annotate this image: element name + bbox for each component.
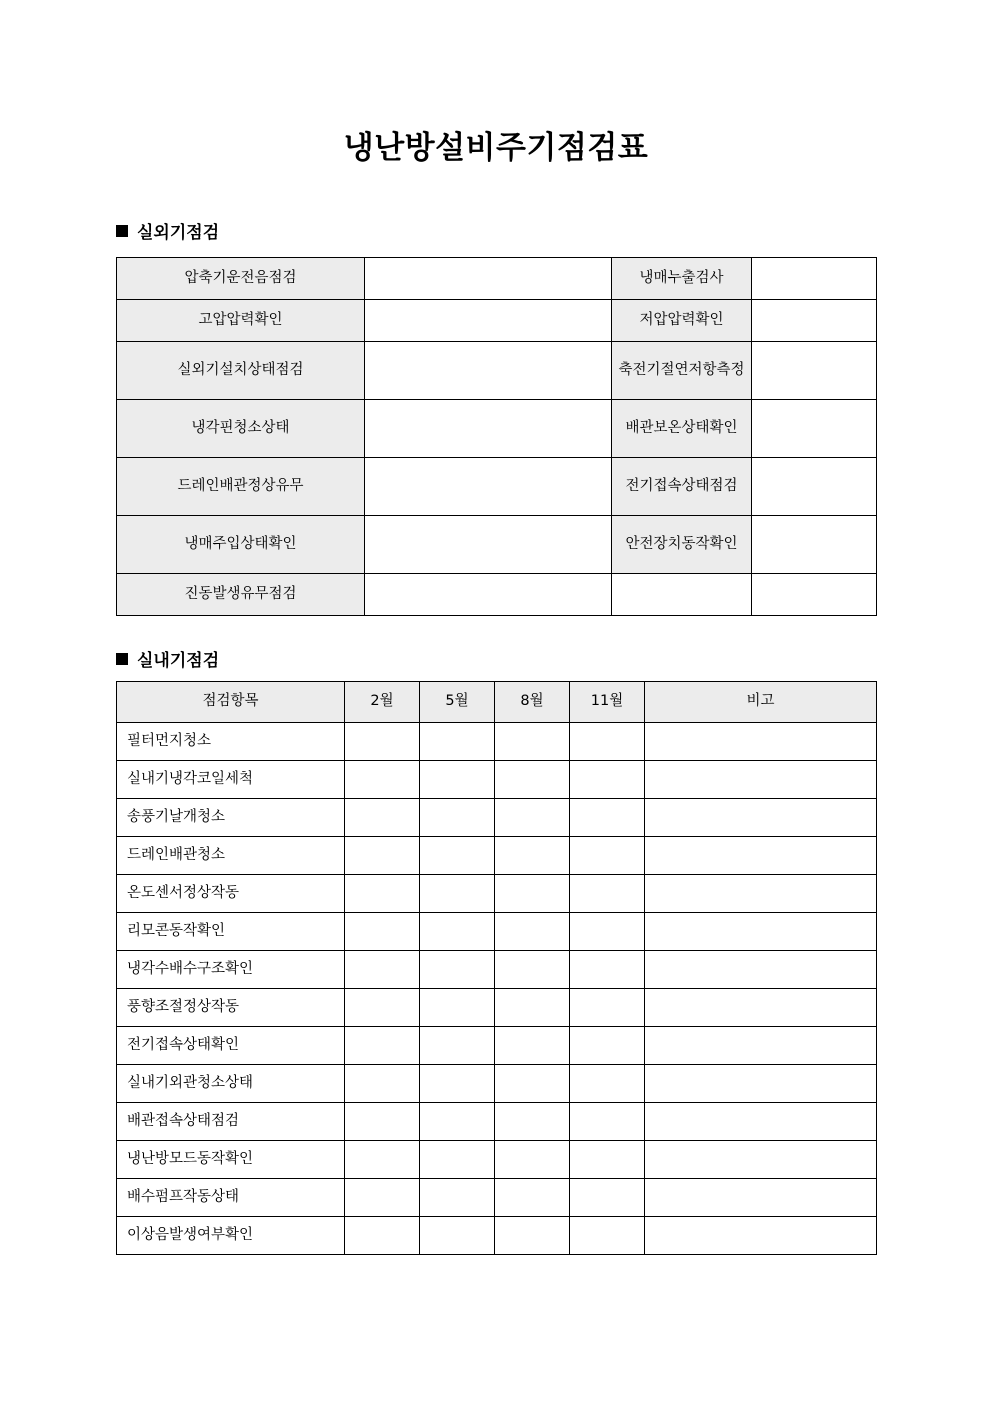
indoor-entry-cell-remarks[interactable] [645,1103,877,1141]
table-row [117,1103,877,1141]
column-header-month-nov: 11월 [570,682,645,723]
indoor-entry-cell-nov[interactable] [570,875,645,913]
indoor-entry-cell-remarks[interactable] [645,875,877,913]
indoor-entry-cell-remarks[interactable] [645,1179,877,1217]
outdoor-label-cell: 저압압력확인 [612,300,752,342]
table-row [117,258,877,300]
outdoor-label-cell: 축전기절연저항측정 [612,342,752,400]
section-heading-indoor-label: 실내기점검 [137,651,220,671]
outdoor-entry-cell[interactable] [752,574,877,616]
indoor-entry-cell-feb[interactable] [345,875,420,913]
outdoor-entry-cell[interactable] [365,258,612,300]
column-header-month-aug: 8월 [495,682,570,723]
indoor-item-label: 냉난방모드동작확인 [117,1141,345,1179]
indoor-entry-cell-may[interactable] [420,761,495,799]
indoor-entry-cell-remarks[interactable] [645,913,877,951]
table-row [117,761,877,799]
indoor-entry-cell-may[interactable] [420,837,495,875]
outdoor-entry-cell[interactable] [752,516,877,574]
indoor-item-label: 실내기냉각코일세척 [117,761,345,799]
outdoor-entry-cell[interactable] [365,400,612,458]
page-title: 냉난방설비주기점검표 [343,130,649,166]
indoor-entry-cell-may[interactable] [420,723,495,761]
indoor-entry-cell-may[interactable] [420,1141,495,1179]
indoor-entry-cell-remarks[interactable] [645,837,877,875]
indoor-entry-cell-may[interactable] [420,799,495,837]
table-row [117,1179,877,1217]
outdoor-label-cell: 안전장치동작확인 [612,516,752,574]
indoor-entry-cell-aug[interactable] [495,989,570,1027]
indoor-entry-cell-nov[interactable] [570,913,645,951]
indoor-entry-cell-aug[interactable] [495,723,570,761]
outdoor-entry-cell[interactable] [612,574,752,616]
table-row [117,300,877,342]
outdoor-label-cell: 진동발생유무점검 [117,574,365,616]
table-row [117,989,877,1027]
table-row [117,342,877,400]
indoor-entry-cell-feb[interactable] [345,1179,420,1217]
indoor-entry-cell-feb[interactable] [345,837,420,875]
outdoor-inspection-table [116,257,877,616]
indoor-entry-cell-nov[interactable] [570,761,645,799]
indoor-entry-cell-feb[interactable] [345,1217,420,1255]
indoor-entry-cell-nov[interactable] [570,1179,645,1217]
indoor-entry-cell-nov[interactable] [570,723,645,761]
indoor-entry-cell-remarks[interactable] [645,1065,877,1103]
indoor-entry-cell-aug[interactable] [495,1179,570,1217]
table-row [117,1141,877,1179]
indoor-entry-cell-aug[interactable] [495,913,570,951]
section-heading-outdoor [116,218,219,243]
square-bullet-icon [116,225,128,237]
square-bullet-icon [116,653,128,665]
indoor-entry-cell-aug[interactable] [495,761,570,799]
outdoor-label-cell: 전기접속상태점검 [612,458,752,516]
indoor-entry-cell-may[interactable] [420,875,495,913]
table-row [117,400,877,458]
indoor-item-label: 필터먼지청소 [117,723,345,761]
indoor-entry-cell-nov[interactable] [570,1027,645,1065]
outdoor-label-cell: 드레인배관정상유무 [117,458,365,516]
outdoor-entry-cell[interactable] [752,458,877,516]
table-row [117,913,877,951]
table-row [117,1217,877,1255]
indoor-item-label: 전기접속상태확인 [117,1027,345,1065]
table-row [117,1065,877,1103]
indoor-item-label: 이상음발생여부확인 [117,1217,345,1255]
outdoor-label-cell: 냉매누출검사 [612,258,752,300]
indoor-entry-cell-aug[interactable] [495,1065,570,1103]
section-heading-outdoor-label: 실외기점검 [137,223,220,243]
indoor-entry-cell-remarks[interactable] [645,1027,877,1065]
indoor-entry-cell-may[interactable] [420,1103,495,1141]
indoor-entry-cell-aug[interactable] [495,799,570,837]
indoor-item-label: 드레인배관청소 [117,837,345,875]
table-row [117,837,877,875]
outdoor-entry-cell[interactable] [365,342,612,400]
outdoor-label-cell: 실외기설치상태점검 [117,342,365,400]
indoor-entry-cell-may[interactable] [420,1179,495,1217]
indoor-entry-cell-may[interactable] [420,951,495,989]
indoor-inspection-table [116,681,877,1255]
indoor-entry-cell-aug[interactable] [495,875,570,913]
indoor-entry-cell-feb[interactable] [345,761,420,799]
indoor-entry-cell-may[interactable] [420,913,495,951]
table-row [117,574,877,616]
indoor-entry-cell-remarks[interactable] [645,1217,877,1255]
outdoor-entry-cell[interactable] [365,458,612,516]
indoor-entry-cell-aug[interactable] [495,1027,570,1065]
indoor-entry-cell-may[interactable] [420,1065,495,1103]
outdoor-label-cell: 배관보온상태확인 [612,400,752,458]
column-header-item: 점검항목 [117,682,345,723]
outdoor-label-cell: 고압압력확인 [117,300,365,342]
outdoor-entry-cell[interactable] [752,400,877,458]
indoor-item-label: 리모콘동작확인 [117,913,345,951]
indoor-item-label: 냉각수배수구조확인 [117,951,345,989]
indoor-entry-cell-feb[interactable] [345,1027,420,1065]
outdoor-entry-cell[interactable] [752,300,877,342]
indoor-entry-cell-may[interactable] [420,989,495,1027]
outdoor-entry-cell[interactable] [752,342,877,400]
indoor-entry-cell-nov[interactable] [570,799,645,837]
indoor-item-label: 풍향조절정상작동 [117,989,345,1027]
table-row [117,516,877,574]
indoor-entry-cell-remarks[interactable] [645,1141,877,1179]
indoor-entry-cell-feb[interactable] [345,1141,420,1179]
indoor-entry-cell-remarks[interactable] [645,723,877,761]
indoor-entry-cell-feb[interactable] [345,913,420,951]
indoor-item-label: 배수펌프작동상태 [117,1179,345,1217]
column-header-month-feb: 2월 [345,682,420,723]
outdoor-entry-cell[interactable] [365,574,612,616]
indoor-entry-cell-nov[interactable] [570,837,645,875]
column-header-remarks: 비고 [645,682,877,723]
indoor-entry-cell-nov[interactable] [570,1217,645,1255]
indoor-entry-cell-aug[interactable] [495,1103,570,1141]
indoor-item-label: 실내기외관청소상태 [117,1065,345,1103]
table-row [117,799,877,837]
indoor-table-header [117,682,877,723]
outdoor-entry-cell[interactable] [365,516,612,574]
outdoor-label-cell: 압축기운전음점검 [117,258,365,300]
outdoor-label-cell: 냉매주입상태확인 [117,516,365,574]
indoor-item-label: 온도센서정상작동 [117,875,345,913]
indoor-entry-cell-aug[interactable] [495,837,570,875]
indoor-entry-cell-nov[interactable] [570,1065,645,1103]
outdoor-entry-cell[interactable] [752,258,877,300]
table-row [117,458,877,516]
indoor-entry-cell-aug[interactable] [495,951,570,989]
indoor-entry-cell-feb[interactable] [345,723,420,761]
outdoor-label-cell: 냉각핀청소상태 [117,400,365,458]
table-row [117,723,877,761]
indoor-table-body [117,723,877,1255]
indoor-entry-cell-nov[interactable] [570,951,645,989]
indoor-entry-cell-remarks[interactable] [645,989,877,1027]
column-header-month-may: 5월 [420,682,495,723]
indoor-entry-cell-remarks[interactable] [645,799,877,837]
table-header-row [117,682,877,723]
indoor-item-label: 배관접속상태점검 [117,1103,345,1141]
section-heading-indoor [116,646,219,671]
indoor-entry-cell-nov[interactable] [570,1141,645,1179]
table-row [117,1027,877,1065]
indoor-entry-cell-nov[interactable] [570,989,645,1027]
indoor-entry-cell-feb[interactable] [345,799,420,837]
indoor-entry-cell-may[interactable] [420,1027,495,1065]
indoor-entry-cell-aug[interactable] [495,1141,570,1179]
indoor-entry-cell-remarks[interactable] [645,951,877,989]
indoor-entry-cell-feb[interactable] [345,1103,420,1141]
indoor-entry-cell-feb[interactable] [345,989,420,1027]
indoor-entry-cell-nov[interactable] [570,1103,645,1141]
outdoor-entry-cell[interactable] [365,300,612,342]
indoor-entry-cell-remarks[interactable] [645,761,877,799]
indoor-item-label: 송풍기날개청소 [117,799,345,837]
table-row [117,875,877,913]
indoor-entry-cell-feb[interactable] [345,1065,420,1103]
table-row [117,951,877,989]
outdoor-table-body [117,258,877,616]
indoor-entry-cell-feb[interactable] [345,951,420,989]
indoor-entry-cell-aug[interactable] [495,1217,570,1255]
indoor-entry-cell-may[interactable] [420,1217,495,1255]
